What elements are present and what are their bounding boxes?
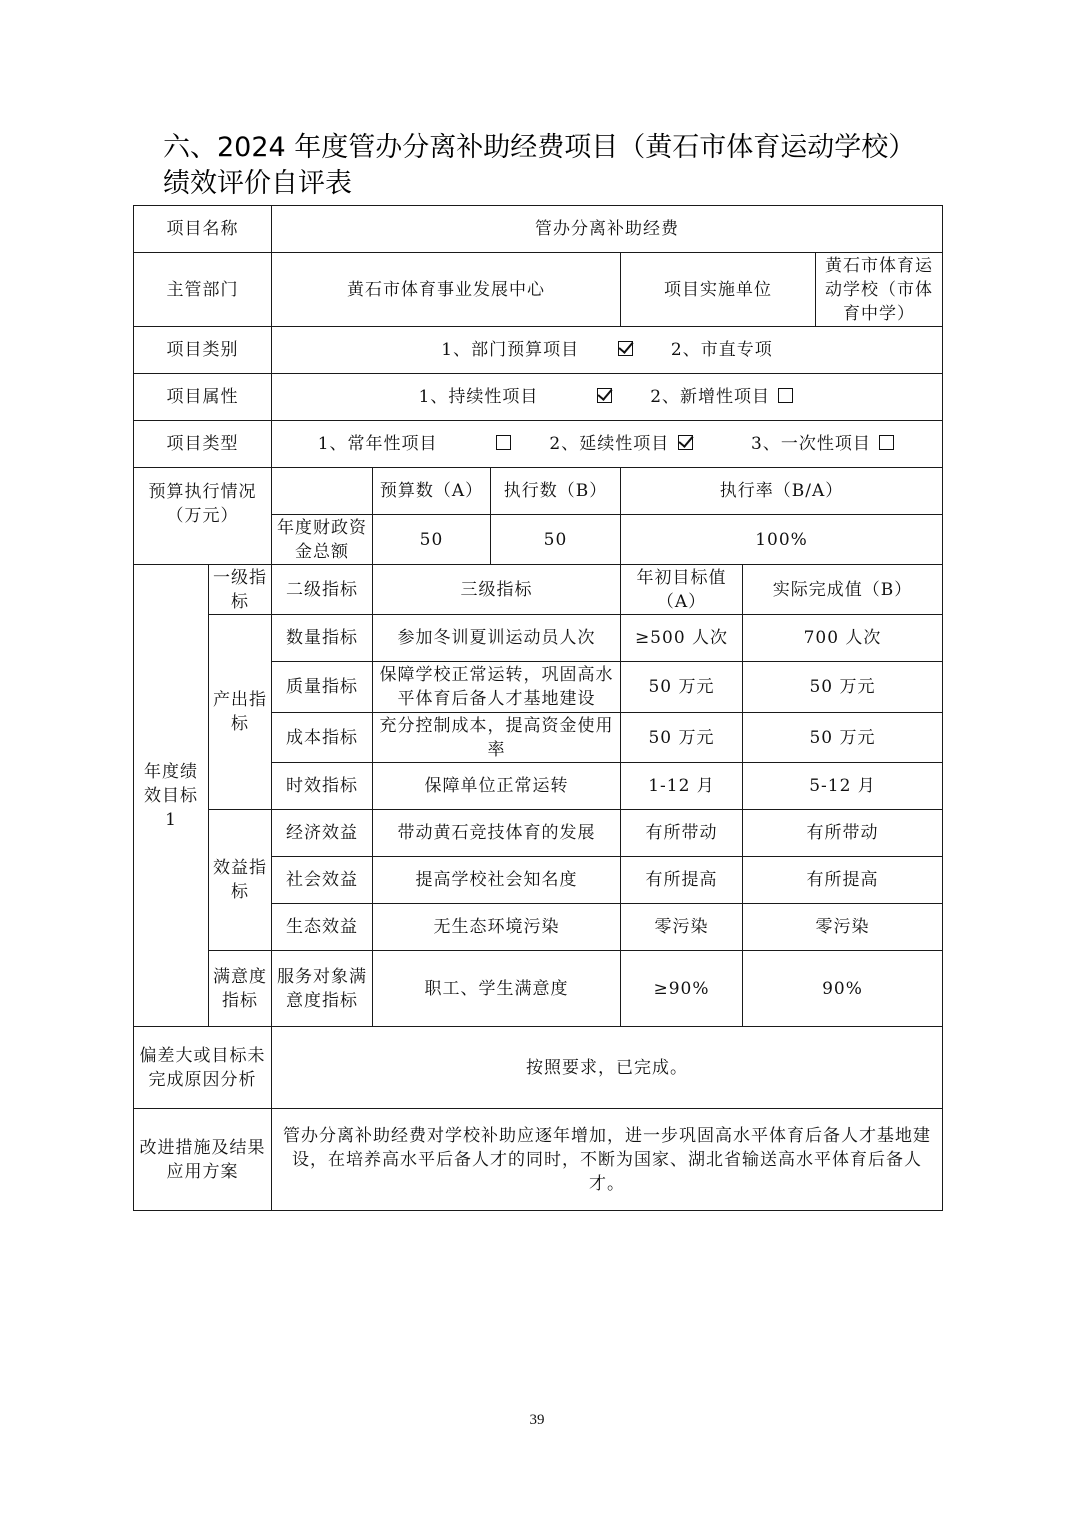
table-row-actual: 90%	[743, 951, 943, 1027]
table-row-l3: 保障学校正常运转，巩固高水平体育后备人才基地建设	[373, 662, 621, 713]
satisfaction-indicator-label: 满意度指标	[209, 951, 272, 1027]
budget-col-exec: 执行数（B）	[491, 468, 621, 515]
budget-blank-cell	[272, 468, 373, 515]
table-row-l3: 参加冬训夏训运动员人次	[373, 615, 621, 662]
rate-value: 100%	[621, 515, 943, 565]
project-name-label: 项目名称	[134, 206, 272, 253]
evaluation-table	[133, 205, 943, 1211]
table-row-target: ≥90%	[621, 951, 743, 1027]
table-row-target: 有所提高	[621, 857, 743, 904]
table-row-target: 1-12 月	[621, 763, 743, 810]
improvement-label: 改进措施及结果应用方案	[134, 1109, 272, 1211]
table-row-l3: 充分控制成本，提高资金使用率	[373, 713, 621, 763]
budget-col-budget: 预算数（A）	[373, 468, 491, 515]
table-row-target: 有所带动	[621, 810, 743, 857]
table-row-l2: 服务对象满意度指标	[272, 951, 373, 1027]
benefit-indicator-label: 效益指标	[209, 810, 272, 951]
table-row-l2: 生态效益	[272, 904, 373, 951]
page-title	[163, 130, 963, 202]
table-row-l2: 时效指标	[272, 763, 373, 810]
attr-option-2: 2、新增性项目	[650, 387, 771, 407]
unchecked-box-icon	[778, 388, 793, 403]
project-name-value: 管办分离补助经费	[272, 206, 943, 253]
indicator-group-label: 年度绩效目标 1	[134, 565, 209, 1027]
type-label: 项目类型	[134, 421, 272, 468]
table-row-actual: 50 万元	[743, 713, 943, 763]
header-target: 年初目标值（A）	[621, 565, 743, 615]
table-row-l2: 社会效益	[272, 857, 373, 904]
table-row-l3: 提高学校社会知名度	[373, 857, 621, 904]
table-row-l3: 保障单位正常运转	[373, 763, 621, 810]
table-row-target: 零污染	[621, 904, 743, 951]
unchecked-box-icon	[496, 435, 511, 450]
type-option-2: 2、延续性项目	[549, 434, 670, 454]
table-row-l3: 无生态环境污染	[373, 904, 621, 951]
table-row-l2: 经济效益	[272, 810, 373, 857]
type-option-3: 3、一次性项目	[751, 434, 871, 454]
table-row-actual: 50 万元	[743, 662, 943, 713]
budget-label: 预算执行情况（万元）	[134, 468, 272, 565]
checked-box-icon	[597, 388, 612, 403]
table-row-target: 50 万元	[621, 713, 743, 763]
budget-value: 50	[373, 515, 491, 565]
header-level3: 三级指标	[373, 565, 621, 615]
type-option-1: 1、常年性项目	[317, 434, 438, 454]
budget-col-rate: 执行率（B/A）	[621, 468, 943, 515]
checked-box-icon	[618, 341, 633, 356]
table-row-l2: 质量指标	[272, 662, 373, 713]
attr-option-1: 1、持续性项目	[418, 387, 539, 407]
deviation-value: 按照要求，已完成。	[272, 1027, 943, 1109]
table-row-actual: 零污染	[743, 904, 943, 951]
title-line-1: 六、2024 年度管办分离补助经费项目（黄石市体育运动学校）	[163, 132, 916, 163]
unchecked-box-icon	[879, 435, 894, 450]
dept-value: 黄石市体育事业发展中心	[272, 253, 621, 327]
table-row-actual: 有所提高	[743, 857, 943, 904]
dept-label: 主管部门	[134, 253, 272, 327]
impl-unit-label: 项目实施单位	[621, 253, 816, 327]
header-level1: 一级指标	[209, 565, 272, 615]
checked-box-icon	[678, 435, 693, 450]
category-option-2: 2、市直专项	[670, 340, 773, 360]
table-row-target: ≥500 人次	[621, 615, 743, 662]
output-indicator-label: 产出指标	[209, 615, 272, 810]
exec-value: 50	[491, 515, 621, 565]
attr-options	[272, 374, 943, 421]
header-level2: 二级指标	[272, 565, 373, 615]
deviation-label: 偏差大或目标未完成原因分析	[134, 1027, 272, 1109]
table-row-target: 50 万元	[621, 662, 743, 713]
header-actual: 实际完成值（B）	[743, 565, 943, 615]
page-number: 39	[529, 1412, 545, 1428]
table-row-actual: 有所带动	[743, 810, 943, 857]
category-option-1: 1、部门预算项目	[441, 340, 580, 360]
table-row-actual: 700 人次	[743, 615, 943, 662]
category-label: 项目类别	[134, 327, 272, 374]
budget-row-label: 年度财政资金总额	[272, 515, 373, 565]
table-row-l2: 成本指标	[272, 713, 373, 763]
table-row-l3: 带动黄石竞技体育的发展	[373, 810, 621, 857]
table-row-l2: 数量指标	[272, 615, 373, 662]
table-row-actual: 5-12 月	[743, 763, 943, 810]
impl-unit-value: 黄石市体育运动学校（市体育中学）	[816, 253, 943, 327]
category-options	[272, 327, 943, 374]
attr-label: 项目属性	[134, 374, 272, 421]
table-row-l3: 职工、学生满意度	[373, 951, 621, 1027]
improvement-value: 管办分离补助经费对学校补助应逐年增加，进一步巩固高水平体育后备人才基地建设，在培养高水平后备人才的同时，不断为国家、湖北省输送高水平体育后备人才。	[272, 1109, 943, 1211]
title-line-2: 绩效评价自评表	[163, 168, 352, 199]
type-options	[272, 421, 943, 468]
